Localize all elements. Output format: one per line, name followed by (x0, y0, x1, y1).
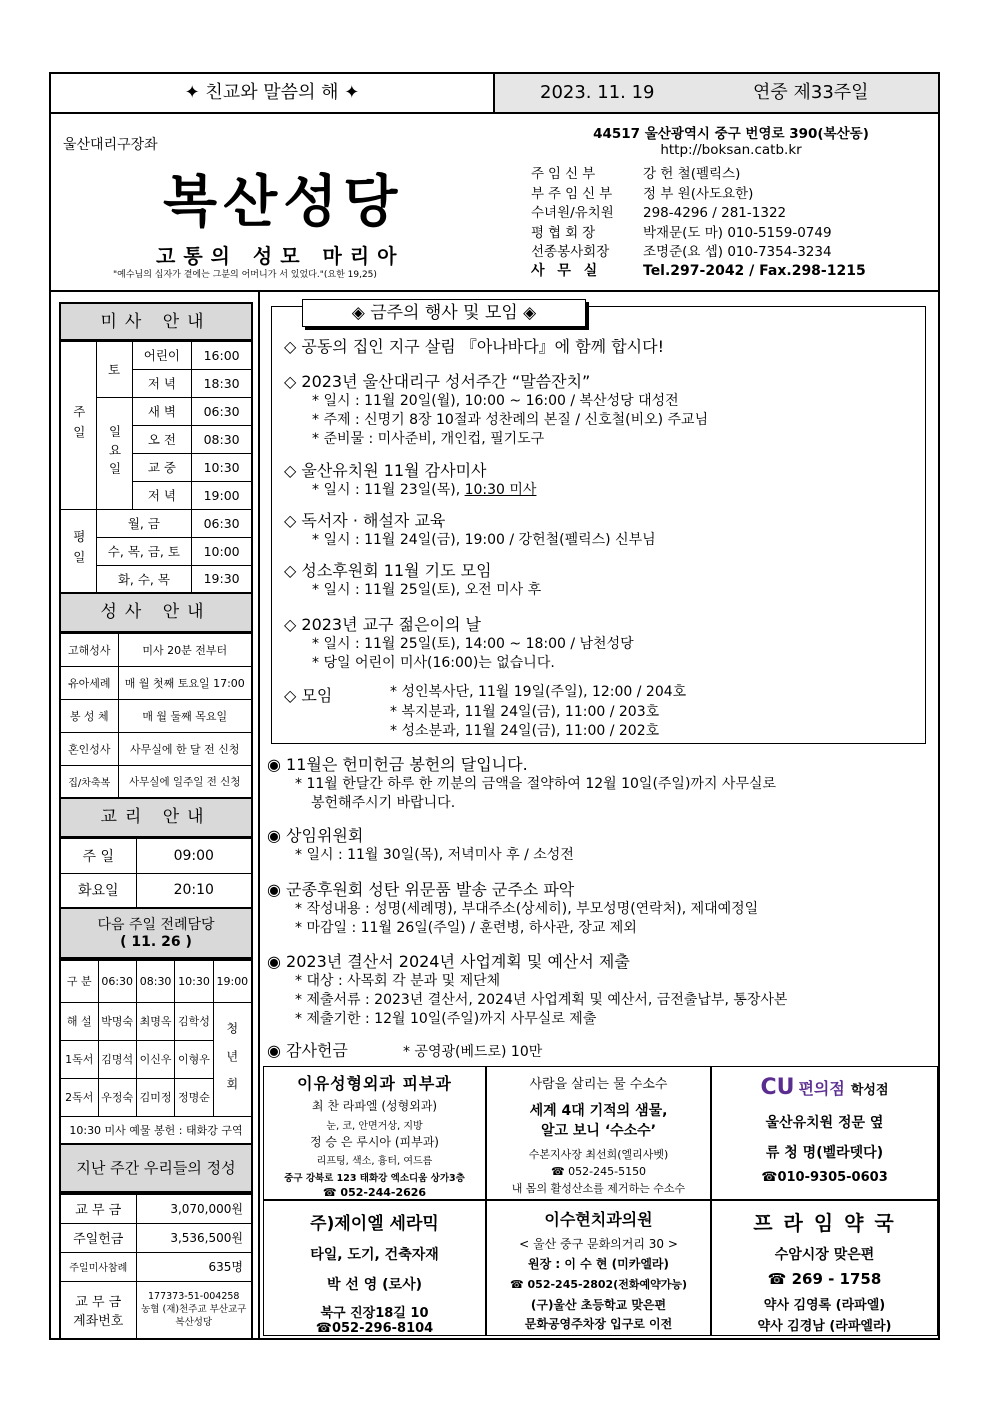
mass-time: 10:30 (192, 453, 252, 481)
patron-quote: "예수님의 십자가 곁에는 그분의 어머니가 서 있었다."(요한 19,25) (113, 270, 377, 280)
mass-name: 교 중 (132, 453, 192, 481)
announcement-detail: * 11월 한달간 하루 한 끼분의 금액을 절약하여 12월 10일(주일)까지 사무실로 (295, 776, 777, 792)
ad-line: 세계 4대 기적의 샘물, (529, 1103, 668, 1119)
mass-time: 16:00 (192, 341, 252, 369)
bulletin-frame (49, 72, 940, 1340)
ad-title: 프 라 임 약 국 (753, 1211, 896, 1235)
staff-role: 사 무 실 (531, 262, 602, 279)
catechism-day: 주 일 (60, 838, 136, 873)
ad-water (486, 1066, 711, 1200)
sacrament-info: 매 월 첫째 토요일 17:00 (118, 666, 252, 699)
parish-title: 복산성당 (163, 169, 404, 235)
meeting-list (390, 683, 686, 742)
left-column (59, 302, 253, 1340)
ad-line: 내 몸의 활성산소를 제거하는 수소수 (511, 1182, 686, 1195)
event-detail: * 주제 : 신명기 8장 10절과 성찬례의 본질 / 신호철(비오) 주교님 (312, 412, 709, 428)
patron-name: 고통의 성모 마리아 (156, 244, 405, 268)
ad-store (711, 1066, 938, 1200)
ad-phone: ☎010-9305-0603 (761, 1170, 888, 1185)
sacrament-name: 혼인성사 (60, 732, 118, 765)
announcement-detail: * 공영광(베드로) 10만 (402, 1044, 543, 1060)
event-title: ◇ 모임 (284, 686, 333, 705)
announcement-title: ◉ 2023년 결산서 2024년 사업계획 및 예산서 제출 (267, 952, 630, 971)
ad-title: 이유성형외과 피부과 (297, 1074, 452, 1093)
event-detail: * 일시 : 11월 25일(토), 오전 미사 후 (312, 582, 542, 598)
sacrament-table (59, 632, 253, 799)
announcement (267, 949, 787, 1029)
event-detail: * 일시 : 11월 24일(금), 19:00 / 강헌철(펠릭스) 신부님 (312, 532, 656, 548)
duty-col: 08:30 (136, 960, 174, 1002)
ad-line: (구)울산 초등학교 맞은편 (530, 1298, 667, 1312)
announcement-detail: * 대상 : 사목회 각 분과 및 제단체 (295, 973, 501, 989)
duty-col: 구 분 (60, 960, 98, 1002)
staff-role: 부주임신부 (531, 185, 617, 202)
account-bank: 농협 (재)천주교 부산교구 (141, 1304, 247, 1316)
event-title: ◇ 2023년 교구 젊은이의 날 (284, 615, 482, 634)
org-name: 울산대리구장좌 (63, 137, 158, 153)
ad-line: 중구 강북로 123 태화강 엑소디움 상가3층 (284, 1173, 465, 1184)
events-title: ◈ 금주의 행사 및 모임 ◈ (302, 299, 586, 327)
event-title: ◇ 성소후원회 11월 기도 모임 (284, 561, 492, 580)
mass-name: 새 벽 (132, 397, 192, 425)
announcement-detail: * 작성내용 : 성명(세례명), 부대주소(상세히), 부모성명(연락처), 제대예정일 (295, 901, 759, 917)
staff-value: 298-4296 / 281-1322 (643, 205, 787, 222)
duty-date: ( 11. 26 ) (120, 934, 192, 950)
announcement-detail: * 마감일 : 11월 26일(주일) / 훈련병, 하사관, 장교 제외 (295, 920, 637, 936)
meeting-item: * 성소분과, 11월 24일(금), 11:00 / 202호 (390, 723, 660, 739)
sacrament-name: 유아세례 (60, 666, 118, 699)
ad-line: 박 선 영 (로사) (326, 1277, 423, 1293)
ad-line: 문화공영주차장 입구로 이전 (524, 1317, 673, 1331)
duty-person: 이신우 (136, 1040, 174, 1078)
offering-value: 635명 (136, 1252, 252, 1281)
catechism-header: 교리 안내 (59, 799, 253, 837)
announcement-title: ◉ 상임위원회 (267, 826, 364, 845)
duty-person: 박명숙 (98, 1002, 136, 1040)
staff-value: 조명준(요 셉) 010-7354-3234 (643, 244, 832, 261)
masthead (51, 114, 938, 292)
contact-info (531, 122, 931, 280)
ad-title: 사람을 살리는 물 수소수 (529, 1077, 668, 1092)
event-detail-text: * 일시 : 11월 23일(목), (312, 482, 465, 498)
event-detail: * 당일 어린이 미사(16:00)는 없습니다. (312, 655, 555, 671)
mass-days: 수, 목, 금, 토 (96, 537, 192, 565)
account-label: 교 무 금 계좌번호 (60, 1281, 136, 1339)
ad-phone: ☎ 052-245-5150 (550, 1165, 647, 1178)
event-detail: * 일시 : 11월 25일(토), 14:00 ~ 18:00 / 남천성당 (312, 636, 634, 652)
announcement (267, 752, 776, 813)
event-title: ◇ 독서자 · 해설자 교육 (284, 511, 446, 530)
ad-line: 타일, 도기, 건축자재 (310, 1247, 439, 1263)
meeting-item: * 성인복사단, 11월 19일(주일), 12:00 / 204호 (390, 684, 687, 700)
staff-row (531, 162, 931, 182)
sunday-label: 주일 (60, 341, 96, 509)
event-item (284, 558, 541, 600)
announcement-detail: 봉헌해주시기 바랍니다. (311, 795, 456, 811)
address: 44517 울산광역시 중구 번영로 390(복산동) (593, 126, 869, 142)
staff-row (531, 221, 931, 241)
ad-line: 울산유치원 정문 옆 (765, 1115, 884, 1131)
ad-line: 약사 김영록 (라파엘) (763, 1298, 886, 1313)
events-box (271, 303, 926, 744)
duty-person: 우정숙 (98, 1078, 136, 1116)
ad-phone: ☎ 269 - 1758 (767, 1270, 882, 1288)
meeting-item: * 복지분과, 11월 24일(금), 11:00 / 203호 (390, 703, 660, 720)
store-branch: 학성점 (850, 1083, 889, 1098)
mass-time: 10:00 (192, 537, 252, 565)
duty-role: 2독서 (60, 1078, 98, 1116)
staff-row (531, 260, 931, 280)
staff-role: 평협회장 (531, 224, 600, 241)
ad-line: 눈, 코, 안면거상, 지방 (326, 1121, 423, 1132)
weekday-label: 평일 (60, 509, 96, 593)
ad-line: 류 청 명(벨라뎃다) (765, 1145, 884, 1161)
offering-header: 지난 주간 우리들의 정성 (59, 1145, 253, 1193)
mass-days: 화, 수, 목 (96, 565, 192, 593)
issue-date: 2023. 11. 19 (540, 82, 655, 103)
sacrament-info: 매 월 둘째 목요일 (118, 699, 252, 732)
announcement-title: ◉ 군종후원회 성탄 위문품 발송 군주소 파악 (267, 880, 575, 899)
offering-label: 교 무 금 (60, 1194, 136, 1223)
mass-name: 어린이 (132, 341, 192, 369)
event-detail (284, 481, 536, 500)
event-item (284, 458, 536, 500)
announcement-detail: * 제출서류 : 2023년 결산서, 2024년 사업계획 및 예산서, 금전출납부, 통장사본 (295, 992, 788, 1008)
ad-line: 북구 진장18길 10 (320, 1306, 429, 1321)
duty-person: 김명석 (98, 1040, 136, 1078)
staff-value: Tel.297-2042 / Fax.298-1215 (643, 262, 866, 279)
sacrament-name: 집/차축복 (60, 765, 118, 798)
ad-phone: ☎ 052-244-2626 (322, 1186, 427, 1199)
duty-person: 김학성 (175, 1002, 213, 1040)
catechism-time: 20:10 (136, 873, 252, 908)
catechism-time: 09:00 (136, 838, 252, 873)
mass-header: 미사 안내 (59, 302, 253, 340)
announcement-title: ◉ 11월은 헌미헌금 봉헌의 달입니다. (267, 755, 528, 774)
ad-title (712, 1075, 937, 1100)
staff-row (531, 201, 931, 221)
account-holder: 복산성당 (175, 1317, 213, 1329)
duty-youth: 청 년 회 (213, 1002, 252, 1116)
top-bar (51, 74, 938, 114)
ad-phone: ☎ 052-245-2802(전화예약가능) (509, 1278, 687, 1291)
sacrament-name: 봉 성 체 (60, 699, 118, 732)
offering-value: 3,536,500원 (136, 1223, 252, 1252)
mass-table (59, 340, 253, 594)
mass-name: 저 녁 (132, 481, 192, 509)
date-box (495, 74, 938, 112)
ad-line: 원장 : 이 수 현 (미카엘라) (528, 1257, 669, 1271)
duty-col: 06:30 (98, 960, 136, 1002)
announcement (267, 1038, 542, 1061)
event-title: ◇ 울산유치원 11월 감사미사 (284, 461, 487, 480)
ad-line: 리프팅, 색소, 흉터, 여드름 (316, 1156, 433, 1167)
duty-table (59, 959, 253, 1145)
ad-line: 정 승 은 루시아 (피부과) (310, 1135, 439, 1149)
ad-pharmacy (711, 1200, 938, 1336)
event-item: ◇ 공동의 집인 지구 살림 『아나바다』에 함께 합시다! (284, 337, 664, 356)
duty-person: 최명옥 (136, 1002, 174, 1040)
sun-label: 일요일 (96, 397, 132, 509)
mass-time: 19:00 (192, 481, 252, 509)
duty-person: 김미정 (136, 1078, 174, 1116)
ad-line: 약사 김경남 (라파엘라) (757, 1319, 892, 1334)
account-info (136, 1281, 252, 1339)
offering-label: 주일헌금 (60, 1223, 136, 1252)
duty-title: 다음 주일 전례담당 (97, 917, 215, 933)
event-item (284, 508, 656, 550)
staff-row (531, 240, 931, 260)
mass-days: 월, 금 (96, 509, 192, 537)
ad-line: < 울산 중구 문화의거리 30 > (519, 1237, 678, 1251)
catechism-table (59, 837, 253, 909)
mass-time: 06:30 (192, 397, 252, 425)
announcement-detail: * 일시 : 11월 30일(목), 저녁미사 후 / 소성전 (295, 847, 574, 863)
sacrament-name: 고해성사 (60, 633, 118, 666)
announcement (267, 877, 758, 938)
ad-phone: ☎052-296-8104 (315, 1321, 434, 1336)
ad-title: 주)제이엘 세라믹 (310, 1214, 439, 1234)
staff-value: 정 부 원(사도요한) (643, 185, 754, 202)
column-divider (258, 292, 260, 1340)
ad-line: 수암시장 맞은편 (774, 1247, 875, 1263)
event-item (284, 369, 708, 449)
staff-value: 강 헌 철(펠릭스) (643, 166, 741, 182)
event-item (284, 612, 634, 673)
sat-label: 토 (96, 341, 132, 397)
duty-col: 10:30 (175, 960, 213, 1002)
store-logo: CU (760, 1075, 795, 1100)
mass-time: 19:30 (192, 565, 252, 593)
sacrament-info: 사무실에 일주일 전 신청 (118, 765, 252, 798)
account-number: 177373-51-004258 (148, 1291, 240, 1303)
offering-table (59, 1193, 253, 1340)
duty-note: 10:30 미사 예물 봉헌 : 태화강 구역 (60, 1116, 252, 1144)
announcement (267, 823, 574, 865)
duty-person: 이형우 (175, 1040, 213, 1078)
mass-name: 오 전 (132, 425, 192, 453)
staff-row (531, 182, 931, 202)
staff-role: 선종봉사회장 (531, 244, 610, 261)
duty-col: 19:00 (213, 960, 252, 1002)
ad-title: 이수현치과의원 (544, 1210, 653, 1229)
staff-value: 박재문(도 마) 010-5159-0749 (643, 224, 832, 241)
mass-name: 저 녁 (132, 369, 192, 397)
event-item (284, 683, 332, 706)
ad-line: 최 찬 라파엘 (성형외과) (311, 1099, 438, 1113)
mass-time: 18:30 (192, 369, 252, 397)
sacrament-header: 성사 안내 (59, 594, 253, 632)
mass-time: 08:30 (192, 425, 252, 453)
website-link[interactable]: http://boksan.catb.kr (660, 142, 802, 158)
offering-value: 3,070,000원 (136, 1194, 252, 1223)
ad-clinic (263, 1066, 486, 1200)
catechism-day: 화요일 (60, 873, 136, 908)
event-detail: * 일시 : 11월 20일(월), 10:00 ~ 16:00 / 복산성당 대성전 (312, 393, 679, 409)
store-brand: 편의점 (798, 1079, 845, 1098)
event-detail: * 준비물 : 미사준비, 개인컵, 필기도구 (312, 431, 545, 447)
announcement-detail: * 제출기한 : 12월 10일(주일)까지 사무실로 제출 (295, 1011, 597, 1027)
ad-line: 알고 보니 ‘수소수’ (540, 1123, 657, 1139)
sacrament-info: 사무실에 한 달 전 신청 (118, 732, 252, 765)
year-theme: ✦ 친교와 말씀의 해 ✦ (51, 74, 495, 112)
duty-person: 정명순 (175, 1078, 213, 1116)
sacrament-info: 미사 20분 전부터 (118, 633, 252, 666)
liturgical-week: 연중 제33주일 (753, 82, 869, 103)
event-title: ◇ 2023년 울산대리구 성서주간 “말씀잔치” (284, 372, 591, 391)
ad-line: 수본지사장 최선희(엘리사벳) (528, 1148, 669, 1161)
mass-time: 06:30 (192, 509, 252, 537)
ad-ceramic (263, 1200, 486, 1336)
duty-header (59, 909, 253, 959)
ad-dental (486, 1200, 711, 1336)
event-detail-underlined: 10:30 미사 (464, 482, 537, 498)
duty-role: 1독서 (60, 1040, 98, 1078)
announcement-title: ◉ 감사헌금 (267, 1041, 348, 1060)
staff-role: 수녀원/유치원 (531, 205, 614, 222)
offering-label: 주일미사참례 (60, 1252, 136, 1281)
staff-role: 주임신부 (531, 166, 600, 182)
duty-role: 해 설 (60, 1002, 98, 1040)
